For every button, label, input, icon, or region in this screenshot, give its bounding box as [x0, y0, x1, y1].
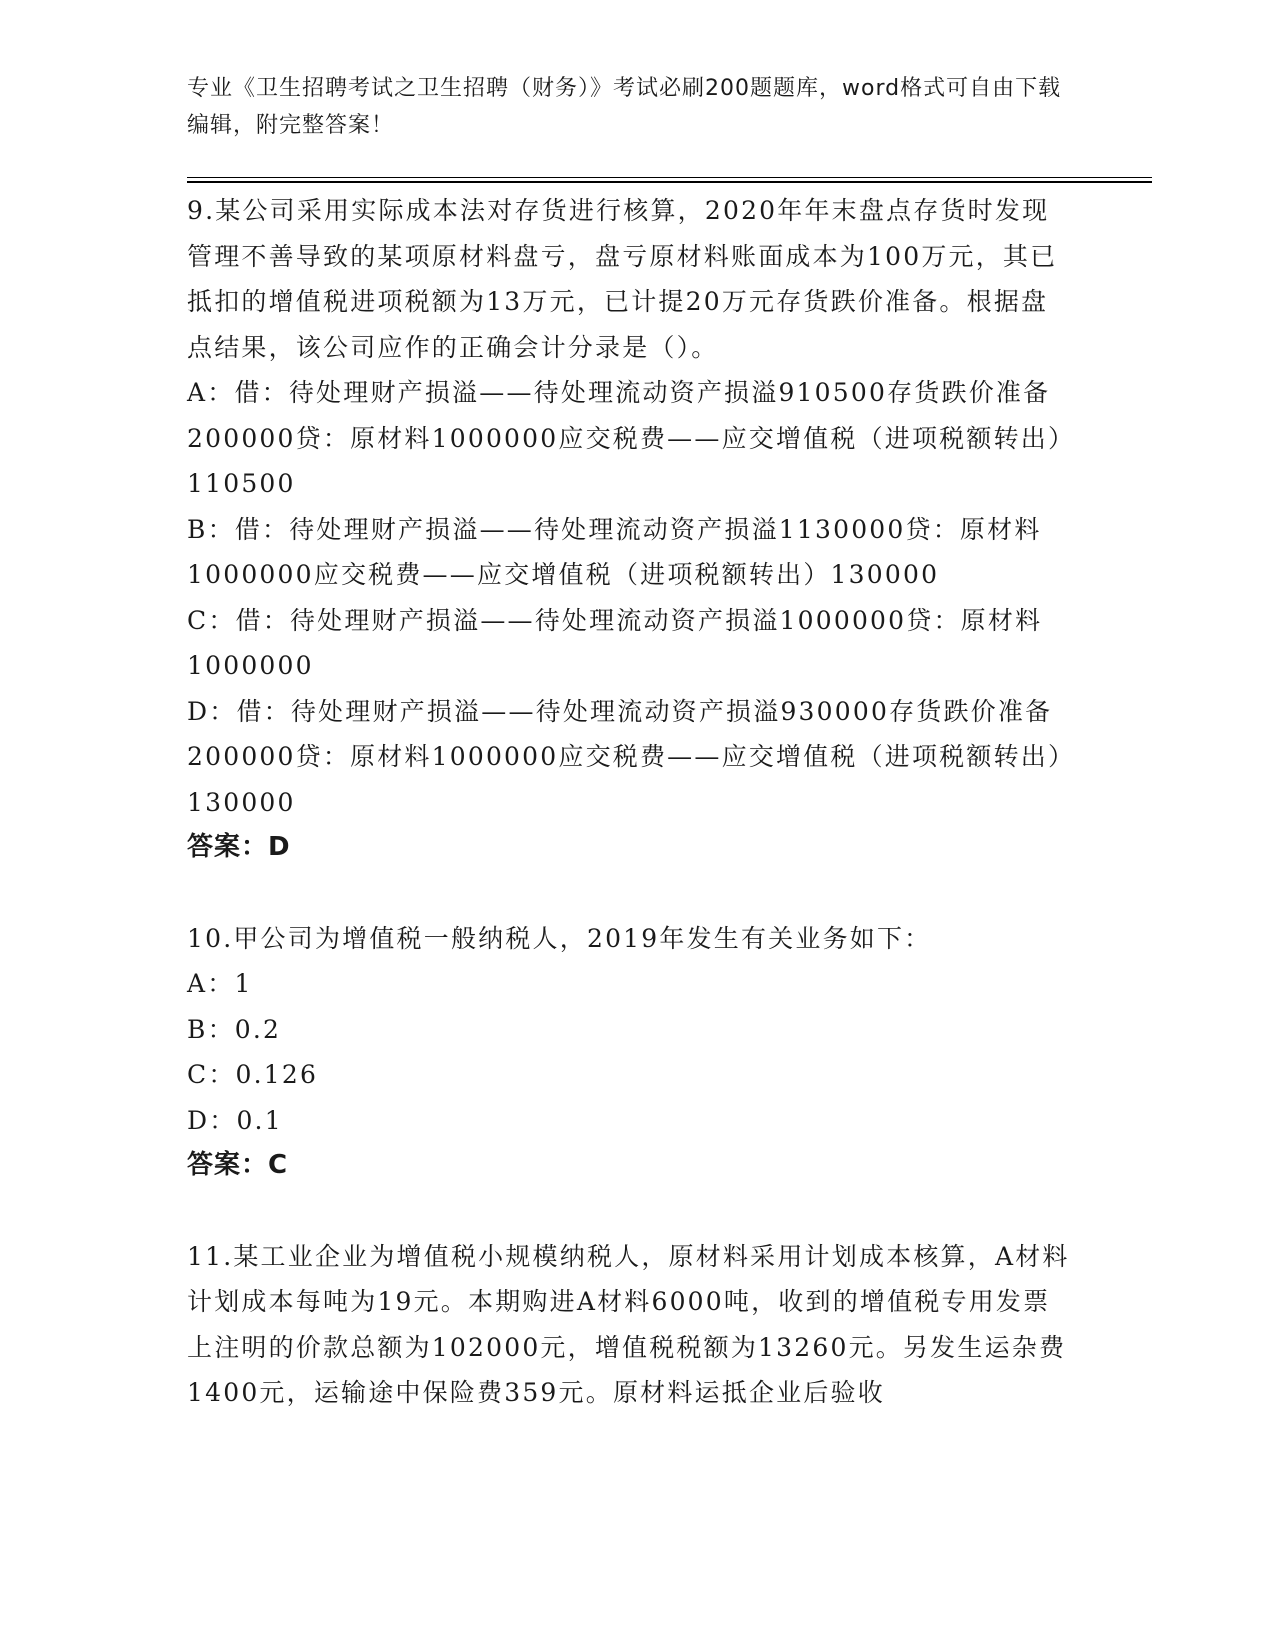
question-10 [187, 916, 1072, 1189]
spacer [187, 871, 1072, 916]
spacer [187, 1189, 1072, 1234]
header-divider-thick [187, 181, 1152, 183]
answer-line: 答案：C [187, 1150, 289, 1180]
option-c: C：借：待处理财产损溢——待处理流动资产损溢1000000贷：原材料1000000 [187, 605, 1043, 680]
question-9 [187, 188, 1072, 871]
option-d: D：借：待处理财产损溢——待处理流动资产损溢930000存货跌价准备200000贷：原材料1000000应交税费——应交增值税（进项税额转出）130000 [187, 696, 1063, 817]
option-c: C：0.126 [187, 1060, 319, 1089]
header-divider-thin [187, 177, 1152, 178]
option-d: D：0.1 [187, 1105, 283, 1135]
option-b: B：借：待处理财产损溢——待处理流动资产损溢1130000贷：原材料1000000应交税费——应交增值税（进项税额转出）130000 [187, 514, 1042, 589]
document-header: 专业《卫生招聘考试之卫生招聘（财务）》考试必刷200题题库，word格式可自由下载编辑，附完整答案！ [187, 76, 1062, 138]
option-a: A：借：待处理财产损溢——待处理流动资产损溢910500存货跌价准备200000贷：原材料1000000应交税费——应交增值税（进项税额转出）110500 [187, 378, 1063, 498]
question-11 [187, 1234, 1072, 1416]
answer-line: 答案：D [187, 832, 291, 862]
question-stem: 9.某公司采用实际成本法对存货进行核算，2020年年末盘点存货时发现管理不善导致的某项原材料盘亏，盘亏原材料账面成本为100万元，其已抵扣的增值税进项税额为13万元，已计提20万元存货跌价准备。根据盘点结果，该公司应作的正确会计分录是（）。 [187, 196, 1058, 362]
option-a: A：1 [187, 969, 253, 998]
question-stem: 11.某工业企业为增值税小规模纳税人，原材料采用计划成本核算，A材料计划成本每吨为19元。本期购进A材料6000吨，收到的增值税专用发票上注明的价款总额为102000元，增值税税额为13260元。另发生运杂费1400元，运输途中保险费359元。原材料运抵企业后验收 [187, 1241, 1070, 1407]
question-stem: 10.甲公司为增值税一般纳税人，2019年发生有关业务如下： [187, 923, 932, 953]
option-b: B：0.2 [187, 1014, 282, 1044]
question-list [187, 188, 1072, 1416]
